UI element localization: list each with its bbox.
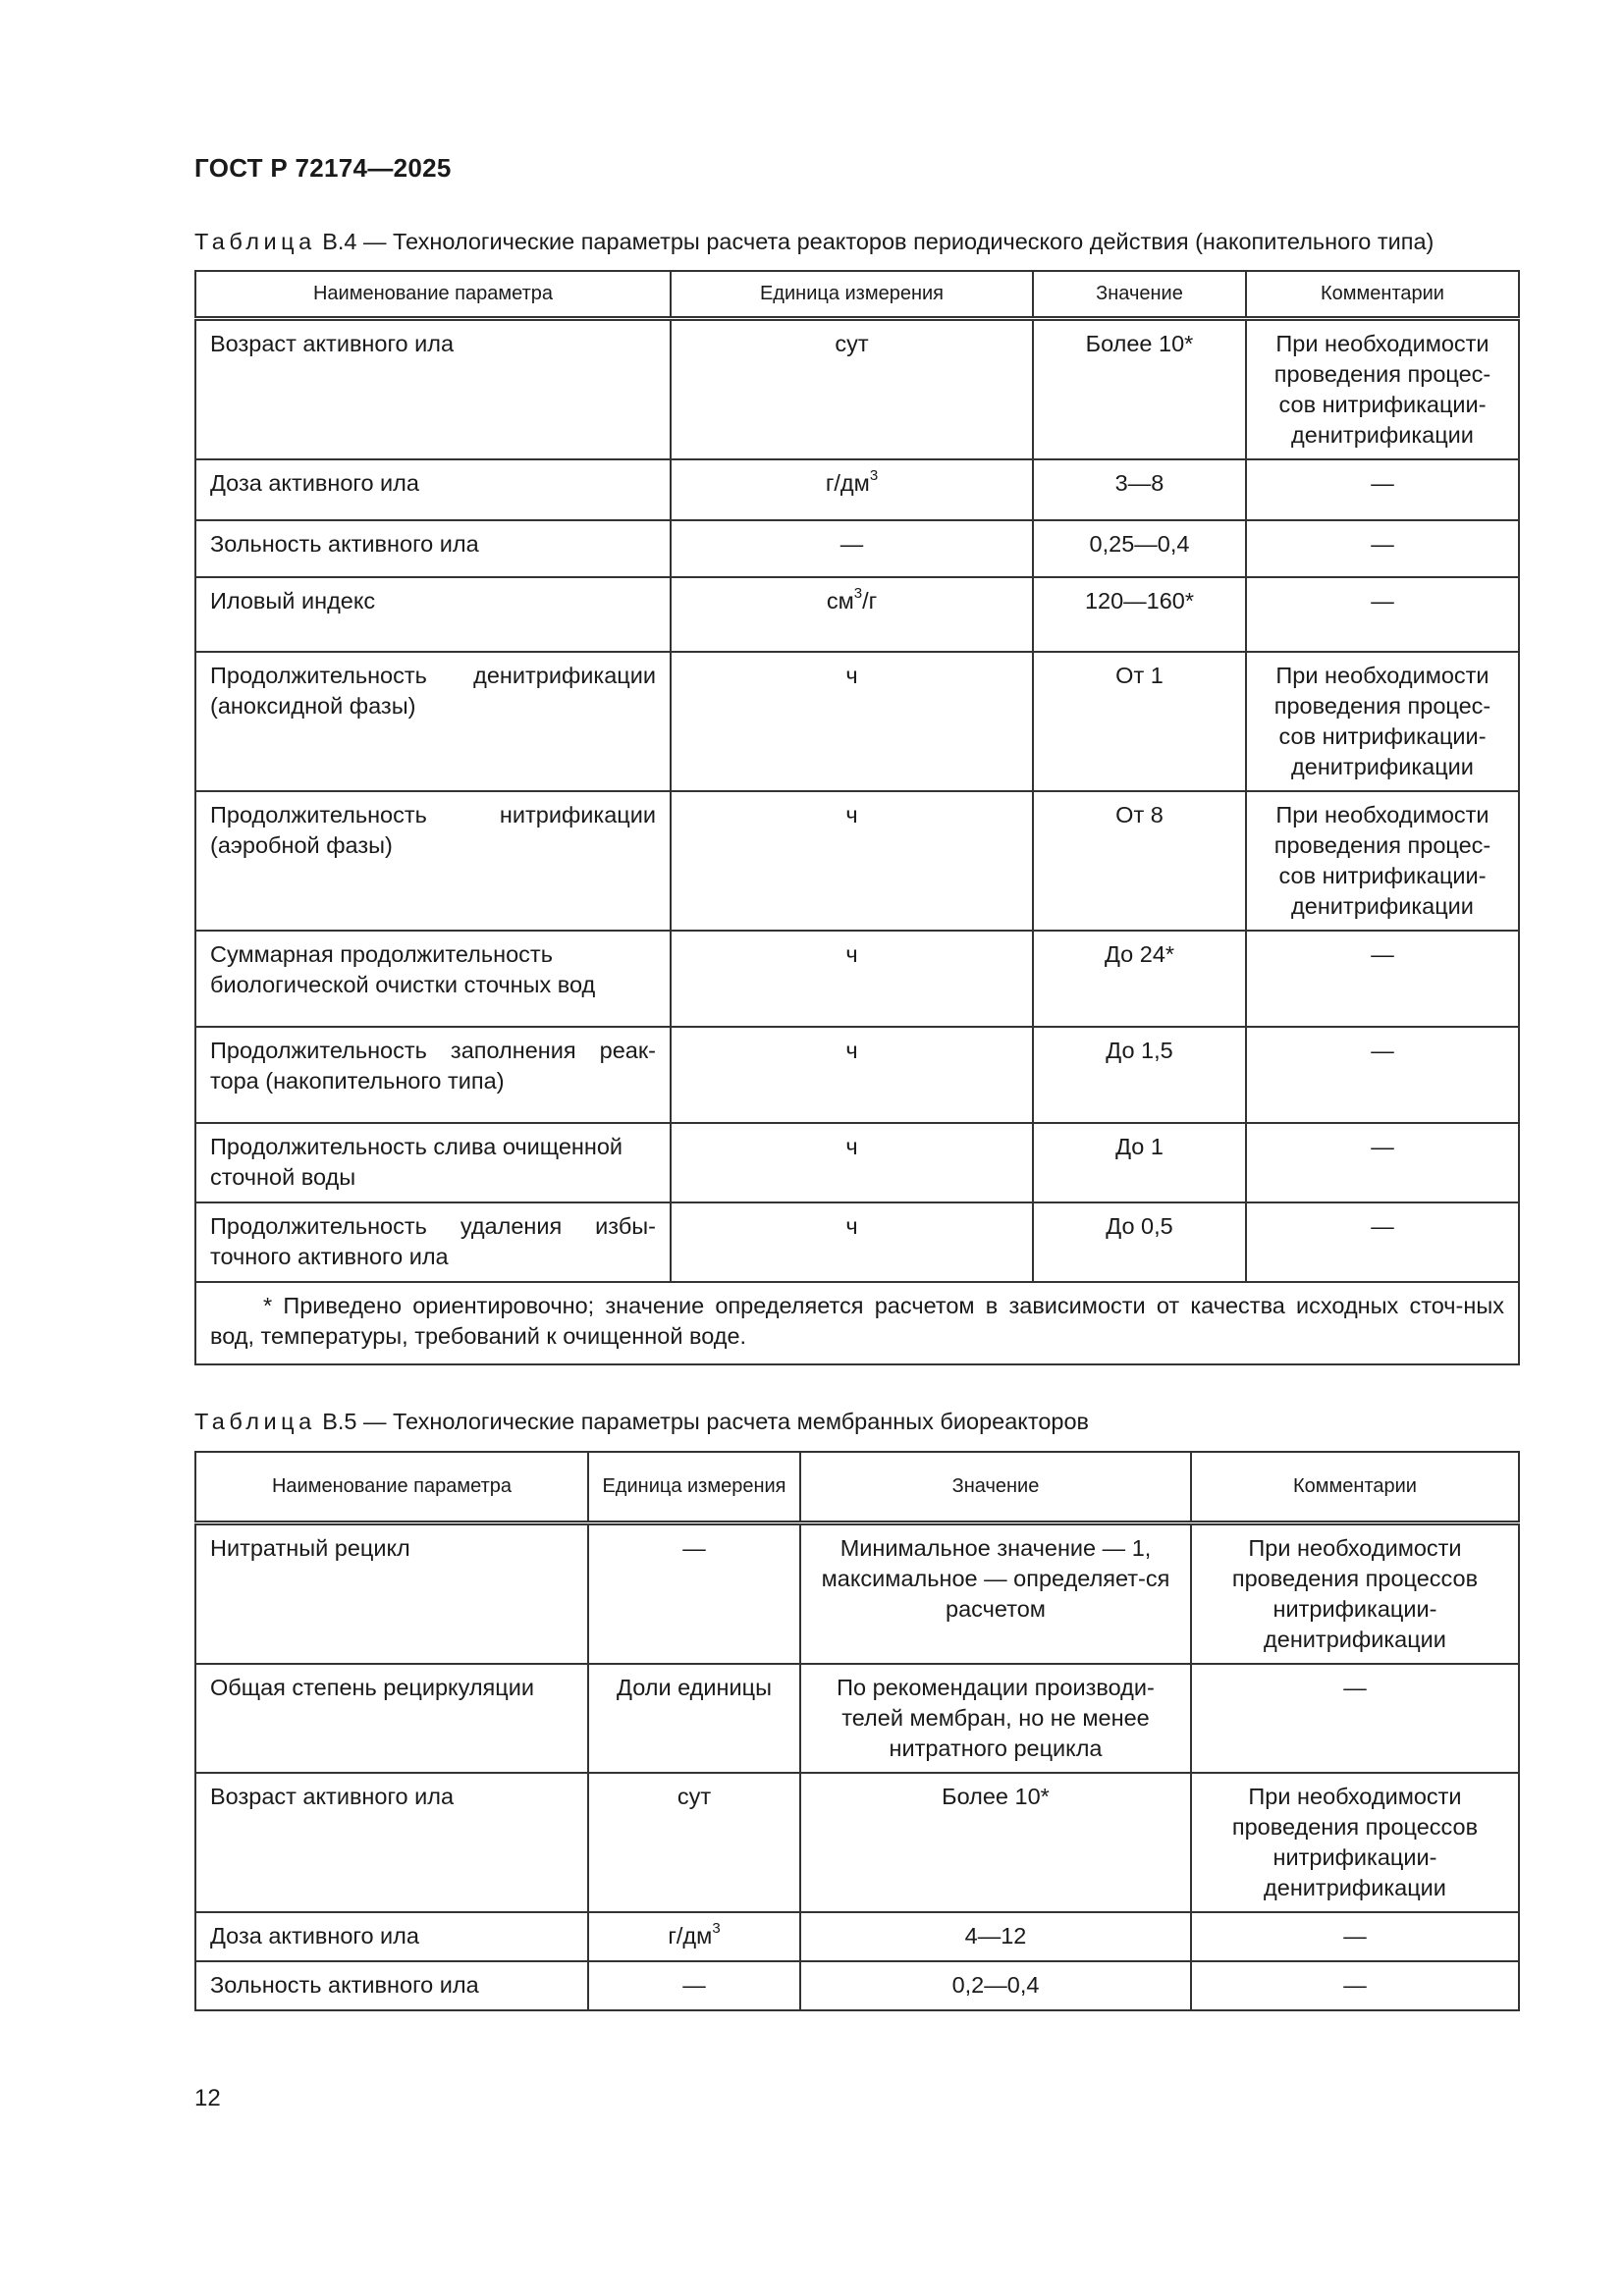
- param-unit: [671, 1123, 1033, 1202]
- table-footnote-row: [195, 1282, 1519, 1364]
- param-name: Доза активного ила: [195, 1912, 588, 1961]
- param-value: От 1: [1033, 652, 1246, 791]
- table-footnote: * Приведено ориентировочно; значение определяется расчетом в зависимости от качества исходных сточ-ных вод, температуры, требований к очищенной воде.: [195, 1282, 1519, 1364]
- table-row: [195, 1773, 1519, 1912]
- column-header: Наименование параметра: [195, 1452, 588, 1522]
- unit-text: ч: [845, 662, 858, 688]
- unit-text: Доли единицы: [617, 1674, 772, 1700]
- unit-text: ч: [845, 1037, 858, 1063]
- param-name: Иловый индекс: [195, 577, 671, 652]
- param-comment: При необходимости проведения процес-сов нитрификации-денитрификации: [1246, 652, 1519, 791]
- param-name: Общая степень рециркуляции: [195, 1664, 588, 1773]
- param-value: 0,25—0,4: [1033, 520, 1246, 577]
- param-unit: [588, 1961, 800, 2010]
- param-name: Продолжительность удаления избы-точного активного ила: [195, 1202, 671, 1282]
- param-comment: —: [1246, 520, 1519, 577]
- param-value: 120—160*: [1033, 577, 1246, 652]
- unit-text: ч: [845, 801, 858, 828]
- unit-text: ч: [845, 1212, 858, 1239]
- column-header: Значение: [800, 1452, 1191, 1522]
- param-name: Суммарная продолжительность биологической очистки сточных вод: [195, 931, 671, 1027]
- param-unit: [588, 1773, 800, 1912]
- param-comment: При необходимости проведения процессов нитрификации-денитрификации: [1191, 1522, 1519, 1664]
- param-comment: —: [1246, 931, 1519, 1027]
- param-unit: [588, 1912, 800, 1961]
- param-value: До 0,5: [1033, 1202, 1246, 1282]
- param-comment: —: [1191, 1912, 1519, 1961]
- table-b4-caption: [194, 229, 1434, 255]
- param-comment: —: [1246, 577, 1519, 652]
- unit-text: ч: [845, 1133, 858, 1159]
- param-name: Продолжительность денитрификации (аноксидной фазы): [195, 652, 671, 791]
- param-comment: —: [1191, 1664, 1519, 1773]
- param-unit: [671, 318, 1033, 459]
- column-header: Единица измерения: [671, 271, 1033, 318]
- column-header: Комментарии: [1191, 1452, 1519, 1522]
- param-comment: —: [1246, 459, 1519, 520]
- unit-text: —: [682, 1534, 706, 1561]
- param-value: Более 10*: [1033, 318, 1246, 459]
- param-comment: При необходимости проведения процессов нитрификации-денитрификации: [1191, 1773, 1519, 1912]
- caption-word: Таблица: [194, 229, 316, 254]
- unit-text: сут: [835, 330, 869, 356]
- caption-text: В.4 — Технологические параметры расчета реакторов периодического действия (накопительного типа): [322, 229, 1435, 254]
- table-row: [195, 652, 1519, 791]
- param-value: Более 10*: [800, 1773, 1191, 1912]
- table-row: [195, 1912, 1519, 1961]
- param-unit: [588, 1522, 800, 1664]
- table-row: [195, 1123, 1519, 1202]
- param-value: 3—8: [1033, 459, 1246, 520]
- param-comment: При необходимости проведения процес-сов нитрификации-денитрификации: [1246, 791, 1519, 931]
- column-header: Значение: [1033, 271, 1246, 318]
- param-name: Возраст активного ила: [195, 1773, 588, 1912]
- document-header: ГОСТ Р 72174—2025: [194, 153, 452, 183]
- column-header: Единица измерения: [588, 1452, 800, 1522]
- table-row: [195, 1202, 1519, 1282]
- unit-superscript: 3: [712, 1919, 721, 1937]
- unit-text: ч: [845, 940, 858, 967]
- param-unit: [671, 791, 1033, 931]
- unit-text: см: [826, 587, 854, 614]
- column-header: Комментарии: [1246, 271, 1519, 318]
- param-unit: [671, 577, 1033, 652]
- table-row: [195, 1027, 1519, 1123]
- param-unit: [671, 1202, 1033, 1282]
- param-unit: [671, 520, 1033, 577]
- table-b5: [194, 1451, 1520, 2011]
- param-value: От 8: [1033, 791, 1246, 931]
- table-row: [195, 791, 1519, 931]
- param-name: Зольность активного ила: [195, 520, 671, 577]
- param-value: 0,2—0,4: [800, 1961, 1191, 2010]
- param-unit: [671, 652, 1033, 791]
- table-row: [195, 931, 1519, 1027]
- unit-text: —: [839, 530, 864, 557]
- table-row: [195, 318, 1519, 459]
- param-name: Продолжительность нитрификации (аэробной фазы): [195, 791, 671, 931]
- unit-text: г/дм: [825, 469, 870, 496]
- table-row: [195, 1664, 1519, 1773]
- table-row: [195, 1522, 1519, 1664]
- param-unit: [671, 459, 1033, 520]
- unit-suffix: /г: [862, 587, 878, 614]
- table-b4: [194, 270, 1520, 1365]
- param-comment: При необходимости проведения процес-сов нитрификации-денитрификации: [1246, 318, 1519, 459]
- table-row: [195, 1961, 1519, 2010]
- param-name: Продолжительность заполнения реак-тора (накопительного типа): [195, 1027, 671, 1123]
- param-name: Зольность активного ила: [195, 1961, 588, 2010]
- page-number: 12: [194, 2085, 221, 2111]
- param-name: Возраст активного ила: [195, 318, 671, 459]
- param-comment: —: [1246, 1027, 1519, 1123]
- param-comment: —: [1246, 1202, 1519, 1282]
- table-b5-caption: [194, 1409, 1089, 1435]
- param-value: По рекомендации производи-телей мембран, но не менее нитратного рецикла: [800, 1664, 1191, 1773]
- unit-text: —: [682, 1971, 706, 1998]
- param-comment: —: [1246, 1123, 1519, 1202]
- column-header: Наименование параметра: [195, 271, 671, 318]
- param-comment: —: [1191, 1961, 1519, 2010]
- param-value: До 1,5: [1033, 1027, 1246, 1123]
- caption-word: Таблица: [194, 1409, 316, 1434]
- table-row: [195, 459, 1519, 520]
- param-value: Минимальное значение — 1, максимальное — определяет-ся расчетом: [800, 1522, 1191, 1664]
- param-unit: [671, 931, 1033, 1027]
- param-name: Нитратный рецикл: [195, 1522, 588, 1664]
- unit-text: сут: [677, 1783, 712, 1809]
- table-row: [195, 520, 1519, 577]
- param-value: До 1: [1033, 1123, 1246, 1202]
- param-name: Доза активного ила: [195, 459, 671, 520]
- unit-superscript: 3: [869, 466, 879, 484]
- param-unit: [588, 1664, 800, 1773]
- param-name: Продолжительность слива очищенной сточной воды: [195, 1123, 671, 1202]
- param-value: До 24*: [1033, 931, 1246, 1027]
- unit-text: г/дм: [668, 1922, 713, 1949]
- caption-text: В.5 — Технологические параметры расчета мембранных биореакторов: [322, 1409, 1090, 1434]
- param-unit: [671, 1027, 1033, 1123]
- unit-superscript: 3: [853, 584, 863, 602]
- param-value: 4—12: [800, 1912, 1191, 1961]
- table-row: [195, 577, 1519, 652]
